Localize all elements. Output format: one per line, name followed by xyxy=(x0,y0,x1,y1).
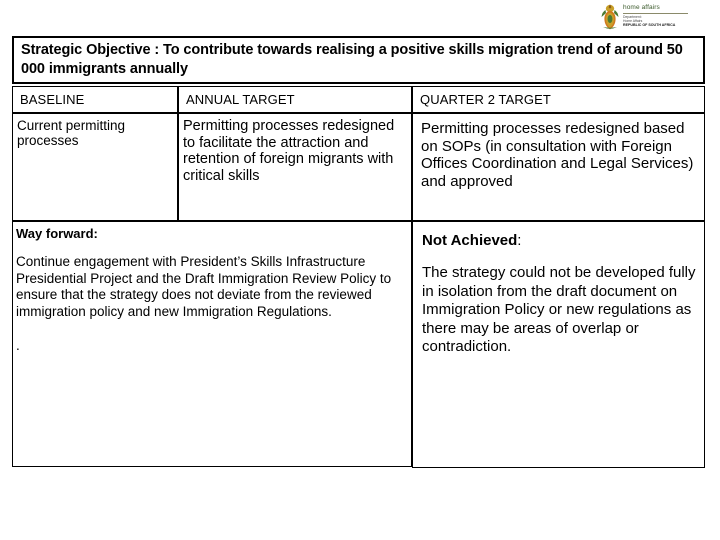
logo-department-name: Home Affairs xyxy=(623,19,643,23)
cell-status xyxy=(412,221,705,468)
cell-baseline-value: Current permitting processes xyxy=(12,113,178,221)
column-header-baseline: BASELINE xyxy=(12,86,178,113)
status-badge-suffix: : xyxy=(517,232,522,249)
logo-department-line: Department: xyxy=(623,15,642,19)
cell-way-forward xyxy=(12,221,412,467)
logo-wordmark xyxy=(623,3,688,27)
column-header-annual-target: ANNUAL TARGET xyxy=(178,86,412,113)
logo-title: home affairs xyxy=(623,4,688,14)
way-forward-trailing-mark: . xyxy=(16,338,20,353)
home-affairs-logo xyxy=(600,3,688,33)
way-forward-heading: Way forward: xyxy=(16,226,98,241)
coat-of-arms-icon xyxy=(600,3,620,31)
page-title: Strategic Objective : To contribute towards realising a positive skills migration trend of around 50 000 immigrants annually xyxy=(21,42,683,77)
status-badge xyxy=(422,232,698,250)
status-badge-label: Not Achieved xyxy=(422,232,518,249)
column-header-quarter-target: QUARTER 2 TARGET xyxy=(412,86,705,113)
logo-republic-line: REPUBLIC OF SOUTH AFRICA xyxy=(623,23,676,27)
status-explanation-text: The strategy could not be developed fully in isolation from the draft document on Immigration Policy or new regulations as there may be areas of overlap or contradiction. xyxy=(422,264,696,355)
way-forward-text: Continue engagement with President’s Skills Infrastructure Presidential Project and the Draft Immigration Review Policy to ensure that the strategy does not deviate from the reviewed immigration policy and new Immigration Regulations. xyxy=(16,254,392,319)
cell-annual-target-value: Permitting processes redesigned to facilitate the attraction and retention of foreign migrants with critical skills xyxy=(178,113,412,221)
cell-quarter-target-value: Permitting processes redesigned based on SOPs (in consultation with Foreign Offices Coordination and Legal Services) and approved xyxy=(412,113,705,221)
strategic-objective-box xyxy=(12,36,705,84)
